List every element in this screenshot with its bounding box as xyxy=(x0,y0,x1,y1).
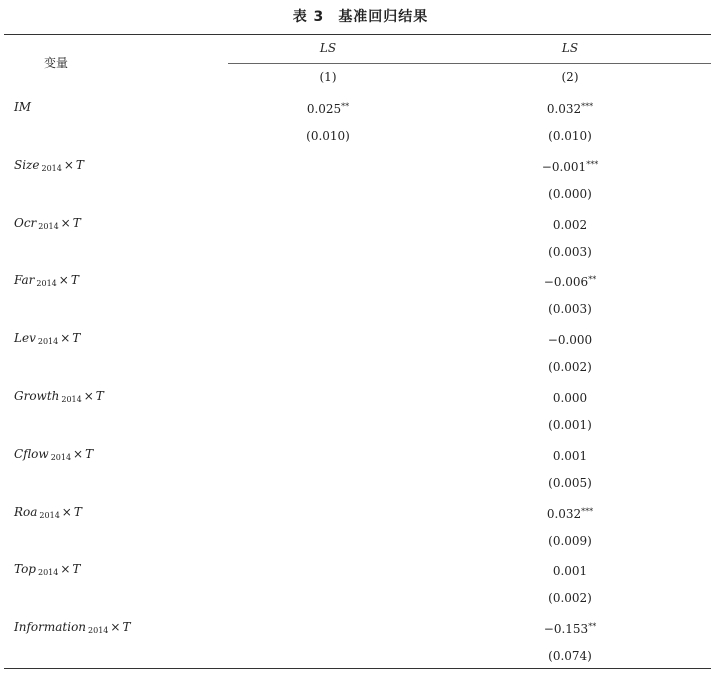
times-sign: × xyxy=(83,389,94,403)
table-caption: 基准回归结果 xyxy=(338,9,429,25)
variable-base: Size xyxy=(14,157,40,172)
times-sign: × xyxy=(60,331,71,346)
row-variable-name xyxy=(14,216,81,234)
significance-stars: *** xyxy=(581,506,594,516)
row-variable-name xyxy=(14,389,104,407)
row-col2-se: (0.002) xyxy=(548,591,592,606)
variable-base: Top xyxy=(14,562,36,577)
coef-value: −0.000 xyxy=(547,333,593,348)
variable-subscript: 2014 xyxy=(38,221,59,231)
times-sign: × xyxy=(110,620,121,635)
coef-value: 0.000 xyxy=(552,391,588,405)
variable-subscript: 2014 xyxy=(37,337,59,347)
times-sign: × xyxy=(60,562,71,577)
coef-value: −0.001 xyxy=(541,159,587,174)
coef-value: 0.002 xyxy=(552,217,588,232)
row-col2-se: (0.005) xyxy=(548,475,592,490)
row-col2-coef xyxy=(480,505,660,521)
row-col1-coef xyxy=(248,100,408,116)
row-col2-coef xyxy=(480,447,660,463)
row-variable-name xyxy=(14,562,80,580)
row-col2-coef xyxy=(480,216,660,232)
significance-stars: *** xyxy=(586,159,599,169)
row-col2-coef xyxy=(480,389,660,405)
row-col2-se: (0.003) xyxy=(548,244,592,259)
row-col2-se: (0.009) xyxy=(548,533,592,548)
row-variable-name xyxy=(14,620,130,638)
coef-value: 0.001 xyxy=(552,564,588,579)
times-sign: × xyxy=(73,446,84,461)
bottom-rule xyxy=(4,668,711,669)
row-col1-se: (0.010) xyxy=(306,129,350,143)
coef-value: 0.032 xyxy=(546,102,582,116)
significance-stars: ** xyxy=(588,622,597,632)
variable-subscript: 2014 xyxy=(37,568,59,578)
table-number: 表 3 xyxy=(292,9,325,25)
variable-base: Lev xyxy=(14,331,36,346)
significance-stars: *** xyxy=(581,102,594,111)
row-col2-coef xyxy=(480,158,660,174)
row-variable-name xyxy=(14,505,82,523)
times-sign: × xyxy=(58,273,69,288)
row-variable-name xyxy=(14,100,37,118)
row-variable-name xyxy=(14,273,79,291)
header-col1-dependent: LS xyxy=(319,41,337,55)
significance-stars: ** xyxy=(341,102,350,111)
variable-base: Roa xyxy=(14,504,38,519)
variable-t: T xyxy=(85,446,94,461)
variable-t: T xyxy=(75,157,84,172)
variable-t: T xyxy=(72,331,81,346)
row-col2-coef xyxy=(480,331,660,347)
table-title xyxy=(0,6,721,26)
variable-base: Information xyxy=(14,620,87,635)
variable-t: T xyxy=(70,273,79,288)
row-col2-se: (0.001) xyxy=(548,418,592,432)
times-sign: × xyxy=(60,215,71,230)
coef-value: −0.006 xyxy=(543,275,589,290)
row-col2-se: (0.074) xyxy=(548,649,592,664)
row-col2-se: (0.000) xyxy=(548,186,592,201)
variable-base: IM xyxy=(14,100,32,114)
header-col2-dependent: LS xyxy=(561,41,579,55)
row-col2-se: (0.010) xyxy=(548,129,592,143)
header-variable-label: 变量 xyxy=(44,56,69,70)
row-col2-coef xyxy=(480,100,660,116)
coef-value: −0.153 xyxy=(543,622,589,637)
coef-value: 0.025 xyxy=(306,102,342,116)
row-variable-name xyxy=(14,447,93,465)
variable-base: Ocr xyxy=(14,215,37,230)
variable-base: Far xyxy=(14,273,35,288)
row-col2-coef xyxy=(480,562,660,578)
row-col2-coef xyxy=(480,620,660,636)
variable-subscript: 2014 xyxy=(61,395,82,404)
variable-subscript: 2014 xyxy=(50,452,72,462)
row-variable-name xyxy=(14,158,84,176)
header-col1-number: (1) xyxy=(319,70,337,84)
row-col2-se: (0.002) xyxy=(548,360,592,375)
row-variable-name xyxy=(14,331,80,349)
variable-subscript: 2014 xyxy=(41,163,62,173)
variable-subscript: 2014 xyxy=(88,626,109,636)
row-col2-se: (0.003) xyxy=(548,302,592,317)
header-mid-rule xyxy=(228,63,711,64)
times-sign: × xyxy=(61,504,72,519)
variable-t: T xyxy=(72,562,81,577)
header-col2-number: (2) xyxy=(561,70,579,84)
top-rule xyxy=(4,34,711,35)
variable-subscript: 2014 xyxy=(39,510,60,520)
variable-base: Growth xyxy=(14,389,60,403)
variable-t: T xyxy=(73,504,82,519)
variable-subscript: 2014 xyxy=(36,279,57,289)
coef-value: 0.001 xyxy=(552,448,588,463)
times-sign: × xyxy=(63,157,74,172)
variable-t: T xyxy=(72,215,81,230)
significance-stars: ** xyxy=(588,275,597,285)
row-col2-coef xyxy=(480,273,660,289)
variable-t: T xyxy=(122,620,131,635)
variable-base: Cflow xyxy=(14,446,49,461)
variable-t: T xyxy=(95,389,104,403)
coef-value: 0.032 xyxy=(546,506,582,521)
